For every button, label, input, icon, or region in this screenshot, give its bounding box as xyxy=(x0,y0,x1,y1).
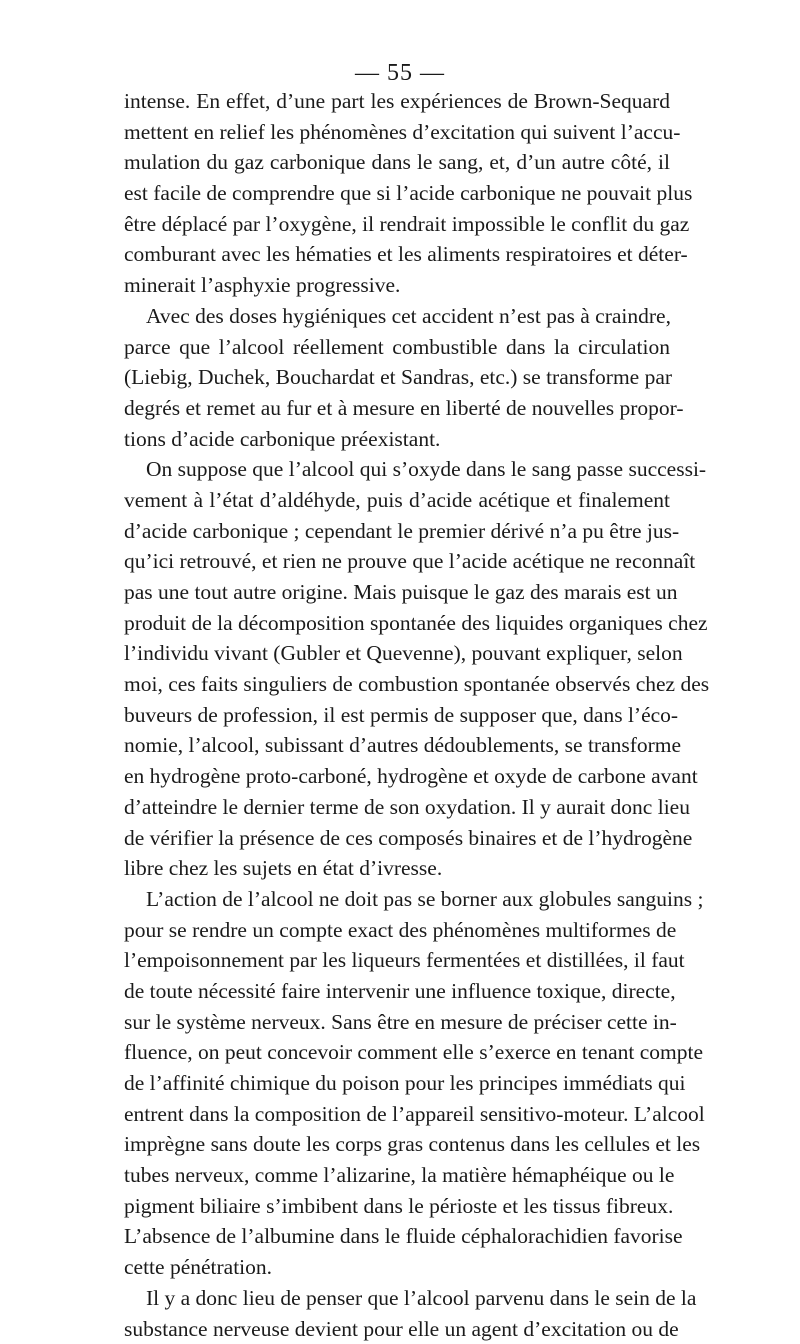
text-line: tions d’acide carbonique préexistant. xyxy=(124,424,670,455)
text-line: pas une tout autre origine. Mais puisque le gaz des marais est un xyxy=(124,577,670,608)
text-line: (Liebig, Duchek, Bouchardat et Sandras, etc.) se transforme par xyxy=(124,362,670,393)
text-line: de vérifier la présence de ces composés binaires et de l’hydrogène xyxy=(124,823,670,854)
text-line: Il y a donc lieu de penser que l’alcool parvenu dans le sein de la xyxy=(124,1283,670,1314)
text-line: qu’ici retrouvé, et rien ne prouve que l’acide acétique ne reconnaît xyxy=(124,546,670,577)
text-line: de l’affinité chimique du poison pour les principes immédiats qui xyxy=(124,1068,670,1099)
text-line: pigment biliaire s’imbibent dans le périoste et les tissus fibreux. xyxy=(124,1191,670,1222)
text-line: est facile de comprendre que si l’acide carbonique ne pouvait plus xyxy=(124,178,670,209)
text-line: minerait l’asphyxie progressive. xyxy=(124,270,670,301)
text-line: cette pénétration. xyxy=(124,1252,670,1283)
text-line: imprègne sans doute les corps gras contenus dans les cellules et les xyxy=(124,1129,670,1160)
text-line: nomie, l’alcool, subissant d’autres dédoublements, se transforme xyxy=(124,730,670,761)
text-line: comburant avec les hématies et les aliments respiratoires et déter- xyxy=(124,239,670,270)
text-line: L’action de l’alcool ne doit pas se borner aux globules sanguins ; xyxy=(124,884,670,915)
text-line: d’atteindre le dernier terme de son oxydation. Il y aurait donc lieu xyxy=(124,792,670,823)
body-text xyxy=(124,86,670,1344)
text-line: tubes nerveux, comme l’alizarine, la matière hémaphéique ou le xyxy=(124,1160,670,1191)
text-line: L’absence de l’albumine dans le fluide céphalorachidien favorise xyxy=(124,1221,670,1252)
text-line: moi, ces faits singuliers de combustion spontanée observés chez des xyxy=(124,669,670,700)
text-line: fluence, on peut concevoir comment elle s’exerce en tenant compte xyxy=(124,1037,670,1068)
text-line: parce que l’alcool réellement combustible dans la circulation xyxy=(124,332,670,363)
text-line: mulation du gaz carbonique dans le sang, et, d’un autre côté, il xyxy=(124,147,670,178)
paragraph xyxy=(124,301,670,454)
text-line: l’empoisonnement par les liqueurs fermentées et distillées, il faut xyxy=(124,945,670,976)
text-line: libre chez les sujets en état d’ivresse. xyxy=(124,853,670,884)
text-line: Avec des doses hygiéniques cet accident n’est pas à craindre, xyxy=(124,301,670,332)
text-line: pour se rendre un compte exact des phénomènes multiformes de xyxy=(124,915,670,946)
paragraph xyxy=(124,454,670,884)
text-line: mettent en relief les phénomènes d’excitation qui suivent l’accu- xyxy=(124,117,670,148)
text-line: vement à l’état d’aldéhyde, puis d’acide acétique et finalement xyxy=(124,485,670,516)
text-line: être déplacé par l’oxygène, il rendrait impossible le conflit du gaz xyxy=(124,209,670,240)
text-line: degrés et remet au fur et à mesure en liberté de nouvelles propor- xyxy=(124,393,670,424)
text-line: de toute nécessité faire intervenir une influence toxique, directe, xyxy=(124,976,670,1007)
text-line: produit de la décomposition spontanée des liquides organiques chez xyxy=(124,608,670,639)
text-line: l’individu vivant (Gubler et Quevenne), pouvant expliquer, selon xyxy=(124,638,670,669)
text-line: sur le système nerveux. Sans être en mesure de préciser cette in- xyxy=(124,1007,670,1038)
page-number: — 55 — xyxy=(0,60,800,87)
text-line: substance nerveuse devient pour elle un agent d’excitation ou de xyxy=(124,1314,670,1344)
paragraph xyxy=(124,86,670,301)
paragraph xyxy=(124,884,670,1283)
text-line: entrent dans la composition de l’appareil sensitivo-moteur. L’alcool xyxy=(124,1099,670,1130)
text-line: buveurs de profession, il est permis de supposer que, dans l’éco- xyxy=(124,700,670,731)
text-line: en hydrogène proto-carboné, hydrogène et oxyde de carbone avant xyxy=(124,761,670,792)
text-line: intense. En effet, d’une part les expériences de Brown-Sequard xyxy=(124,86,670,117)
text-line: d’acide carbonique ; cependant le premier dérivé n’a pu être jus- xyxy=(124,516,670,547)
text-line: On suppose que l’alcool qui s’oxyde dans le sang passe successi- xyxy=(124,454,670,485)
paragraph xyxy=(124,1283,670,1344)
